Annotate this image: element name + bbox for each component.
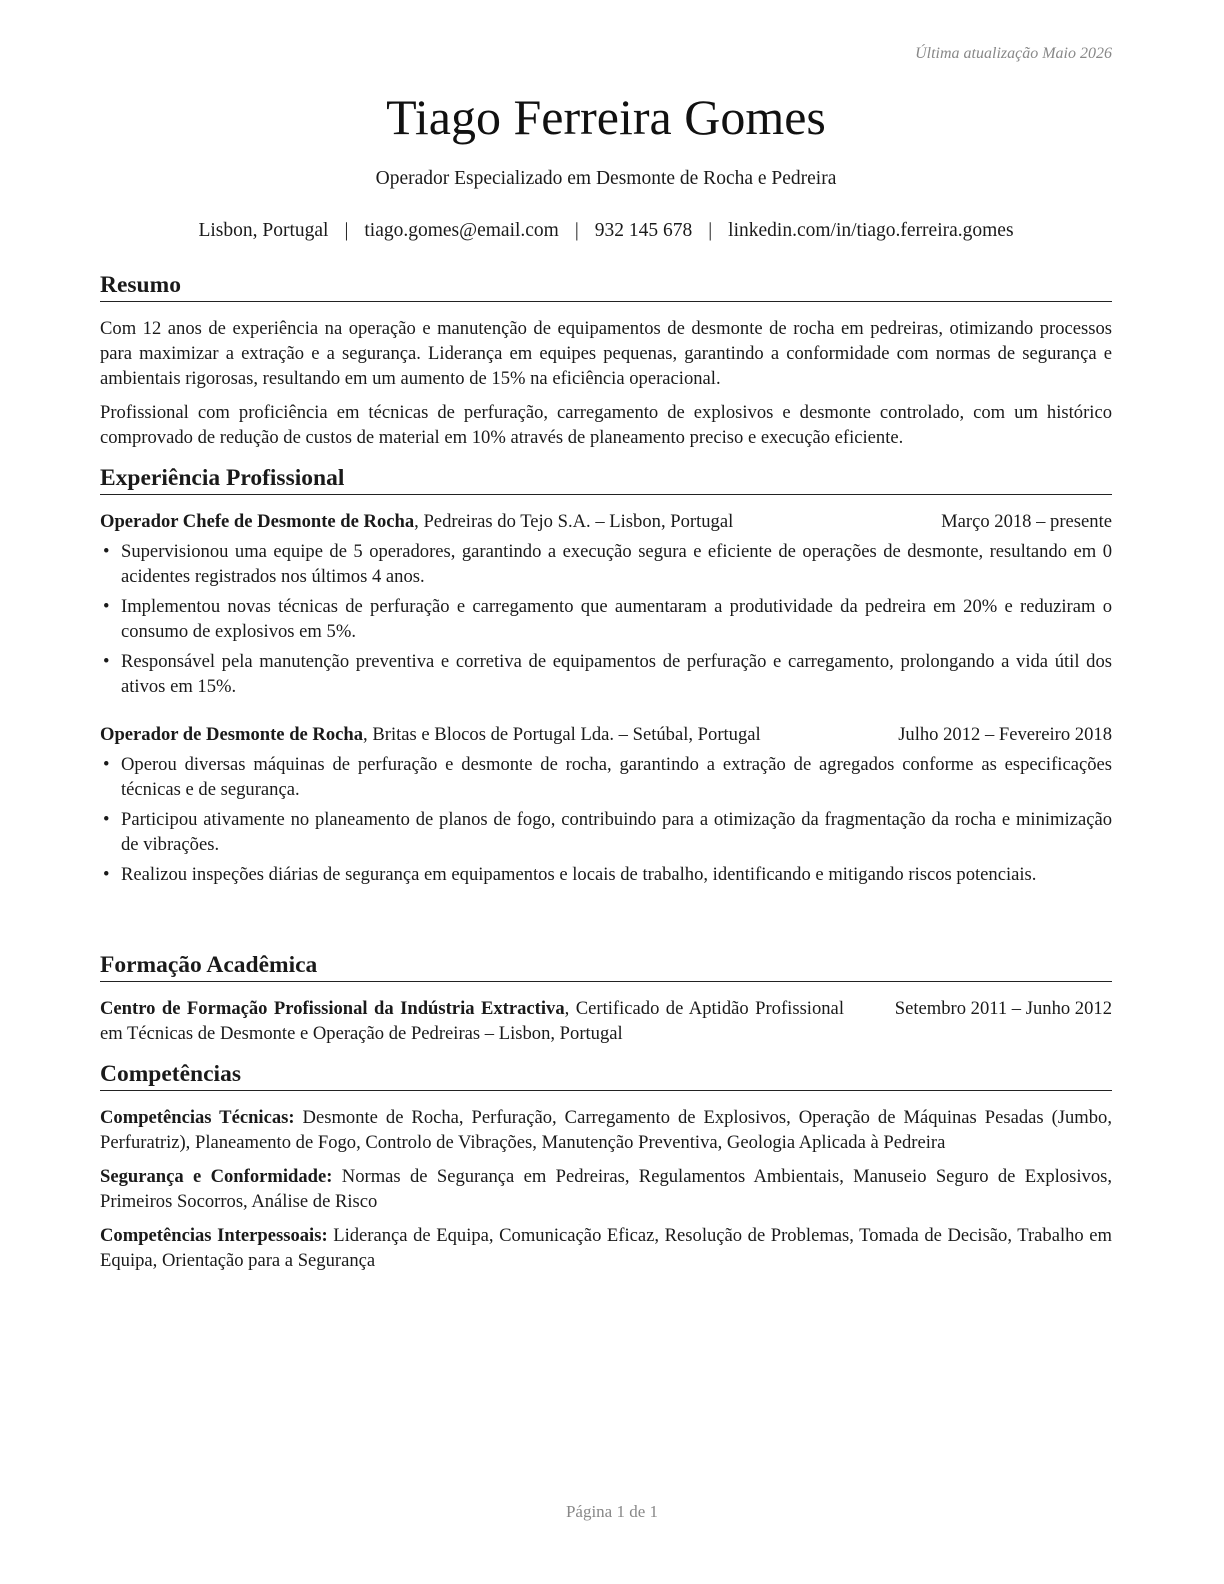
- contact-phone: 932 145 678: [594, 220, 693, 241]
- summary-paragraph: Profissional com proficiência em técnicas de perfuração, carregamento de explosivos e desmonte controlado, com um histórico comprovado de redução de custos de material em 10% através de planeamento preciso e execução eficiente.: [100, 402, 1112, 448]
- bullet-text: Responsável pela manutenção preventiva e corretiva de equipamentos de perfuração e carregamento, prolongando a vida útil dos ativos em 15%.: [121, 651, 1112, 697]
- contact-line: [100, 220, 1112, 242]
- experience-section: [100, 464, 1112, 887]
- contact-separator: |: [708, 220, 713, 241]
- skill-group-label: Competências Interpessoais:: [100, 1225, 328, 1246]
- contact-location: Lisbon, Portugal: [198, 220, 329, 241]
- job-dates: Março 2018 – presente: [941, 511, 1112, 532]
- skill-group: [100, 1164, 1112, 1214]
- list-item: [100, 862, 1112, 887]
- bullet-text: Realizou inspeções diárias de segurança em equipamentos e locais de trabalho, identificando e mitigando riscos potenciais.: [121, 864, 1037, 885]
- job-entry: [100, 722, 1112, 887]
- job-dates: Julho 2012 – Fevereiro 2018: [898, 724, 1112, 745]
- job-employer: , Britas e Blocos de Portugal Lda. – Setúbal, Portugal: [363, 724, 761, 745]
- job-header: [100, 509, 1112, 534]
- job-employer: , Pedreiras do Tejo S.A. – Lisbon, Portugal: [414, 511, 734, 532]
- list-item: [100, 649, 1112, 699]
- section-title: Formação Acadêmica: [100, 951, 1112, 982]
- list-item: [100, 594, 1112, 644]
- summary-paragraph: Com 12 anos de experiência na operação e manutenção de equipamentos de desmonte de rocha em pedreiras, otimizando processos para maximizar a extração e a segurança. Liderança em equipes pequenas, garantindo a conformidade com normas de segurança e ambientais rigorosas, resultando em um aumento de 15% na eficiência operacional.: [100, 318, 1112, 389]
- skill-group-label: Competências Técnicas:: [100, 1107, 295, 1128]
- contact-separator: |: [344, 220, 349, 241]
- bullet-text: Implementou novas técnicas de perfuração e carregamento que aumentaram a produtividade da pedreira em 20% e reduziram o consumo de explosivos em 5%.: [121, 596, 1112, 642]
- bullet-icon: •: [103, 596, 110, 617]
- bullet-icon: •: [103, 864, 110, 885]
- summary-section: [100, 271, 1112, 450]
- list-item: [100, 539, 1112, 589]
- job-entry: [100, 509, 1112, 699]
- education-title: [100, 996, 844, 1046]
- skill-group-text: Desmonte de Rocha, Perfuração, Carregamento de Explosivos, Operação de Máquinas Pesadas (Jumbo, Perfuratriz), Planeamento de Fogo, Controlo de Vibrações, Manutenção Preventiva, Geologia Aplicada à Pedreira: [100, 1107, 1113, 1153]
- job-header: [100, 722, 1112, 747]
- candidate-headline: Operador Especializado em Desmonte de Rocha e Pedreira: [375, 168, 837, 189]
- skills-section: [100, 1060, 1112, 1273]
- bullet-text: Supervisionou uma equipe de 5 operadores, garantindo a execução segura e eficiente de operações de desmonte, resultando em 0 acidentes registrados nos últimos 4 anos.: [121, 541, 1112, 587]
- job-title: [100, 722, 878, 747]
- section-title: Competências: [100, 1060, 1112, 1091]
- job-bullets: [100, 752, 1112, 887]
- section-title: Resumo: [100, 271, 1112, 302]
- list-item: [100, 807, 1112, 857]
- skill-group-text: Normas de Segurança em Pedreiras, Regulamentos Ambientais, Manuseio Seguro de Explosivos, Primeiros Socorros, Análise de Risco: [100, 1166, 1113, 1212]
- list-item: [100, 752, 1112, 802]
- bullet-icon: •: [103, 651, 110, 672]
- education-entry: [100, 996, 1112, 1046]
- bullet-icon: •: [103, 541, 110, 562]
- section-title: Experiência Profissional: [100, 464, 1112, 495]
- bullet-text: Participou ativamente no planeamento de planos de fogo, contribuindo para a otimização da fragmentação da rocha e minimização de vibrações.: [121, 809, 1112, 855]
- contact-linkedin[interactable]: linkedin.com/in/tiago.ferreira.gomes: [728, 220, 1014, 241]
- bullet-icon: •: [103, 809, 110, 830]
- job-title: [100, 509, 941, 534]
- bullet-text: Operou diversas máquinas de perfuração e desmonte de rocha, garantindo a extração de agregados conforme as especificações técnicas e de segurança.: [121, 754, 1112, 800]
- education-institution: Centro de Formação Profissional da Indústria Extractiva: [100, 998, 565, 1019]
- skill-group-text: Liderança de Equipa, Comunicação Eficaz, Resolução de Problemas, Tomada de Decisão, Trabalho em Equipa, Orientação para a Segurança: [100, 1225, 1112, 1271]
- skill-group: [100, 1105, 1112, 1155]
- contact-separator: |: [574, 220, 579, 241]
- last-updated: Última atualização Maio 2026: [915, 45, 1112, 62]
- education-details: , Certificado de Aptidão Profissional em Técnicas de Desmonte e Operação de Pedreiras – Lisbon, Portugal: [100, 998, 844, 1044]
- job-role: Operador Chefe de Desmonte de Rocha: [100, 511, 415, 532]
- skill-group: [100, 1223, 1112, 1273]
- education-dates: Setembro 2011 – Junho 2012: [894, 998, 1112, 1019]
- job-bullets: [100, 539, 1112, 699]
- bullet-icon: •: [103, 754, 110, 775]
- candidate-name: Tiago Ferreira Gomes: [386, 89, 826, 145]
- skill-group-label: Segurança e Conformidade:: [100, 1166, 333, 1187]
- contact-email[interactable]: tiago.gomes@email.com: [364, 220, 559, 241]
- education-section: [100, 951, 1112, 1046]
- job-role: Operador de Desmonte de Rocha: [100, 724, 364, 745]
- page-number: Página 1 de 1: [565, 1502, 659, 1521]
